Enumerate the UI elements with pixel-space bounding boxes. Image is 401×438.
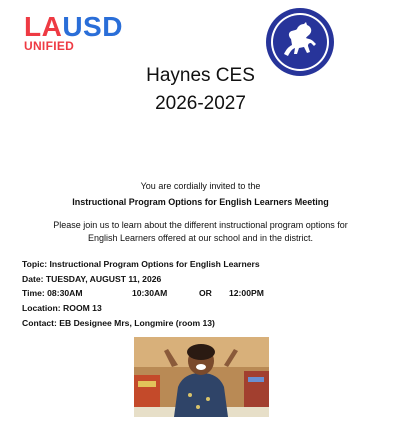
school-year: 2026-2027 [155,93,246,114]
lausd-subtitle: UNIFIED [24,39,75,53]
detail-date: Date: TUESDAY, AUGUST 11, 2026 [22,273,162,284]
lausd-wordmark: LAUSD [24,11,123,42]
meeting-description [20,219,381,245]
detail-contact: Contact: EB Designee Mrs, Longmire (room 13) [22,317,215,328]
time-option-1: Time: 08:30AM [22,288,83,299]
invitation-intro: You are cordially invited to the [140,181,261,191]
student-photo [134,337,269,417]
detail-topic: Topic: Instructional Program Options for English Learners [22,259,260,269]
description-line-1: Please join us to learn about the different instructional program options for [53,220,348,230]
school-name: Haynes CES [146,65,255,86]
lausd-logo [24,12,144,56]
meeting-details [22,257,264,330]
meeting-title: Instructional Program Options for English Learners Meeting [72,197,329,207]
time-option-3: 12:00PM [229,288,264,299]
description-line-2: English Learners offered at our school and in the district. [88,233,313,243]
detail-location: Location: ROOM 13 [22,303,102,314]
detail-time [22,286,264,301]
time-option-2: 10:30AM [132,288,168,299]
or-text: OR [199,288,212,299]
